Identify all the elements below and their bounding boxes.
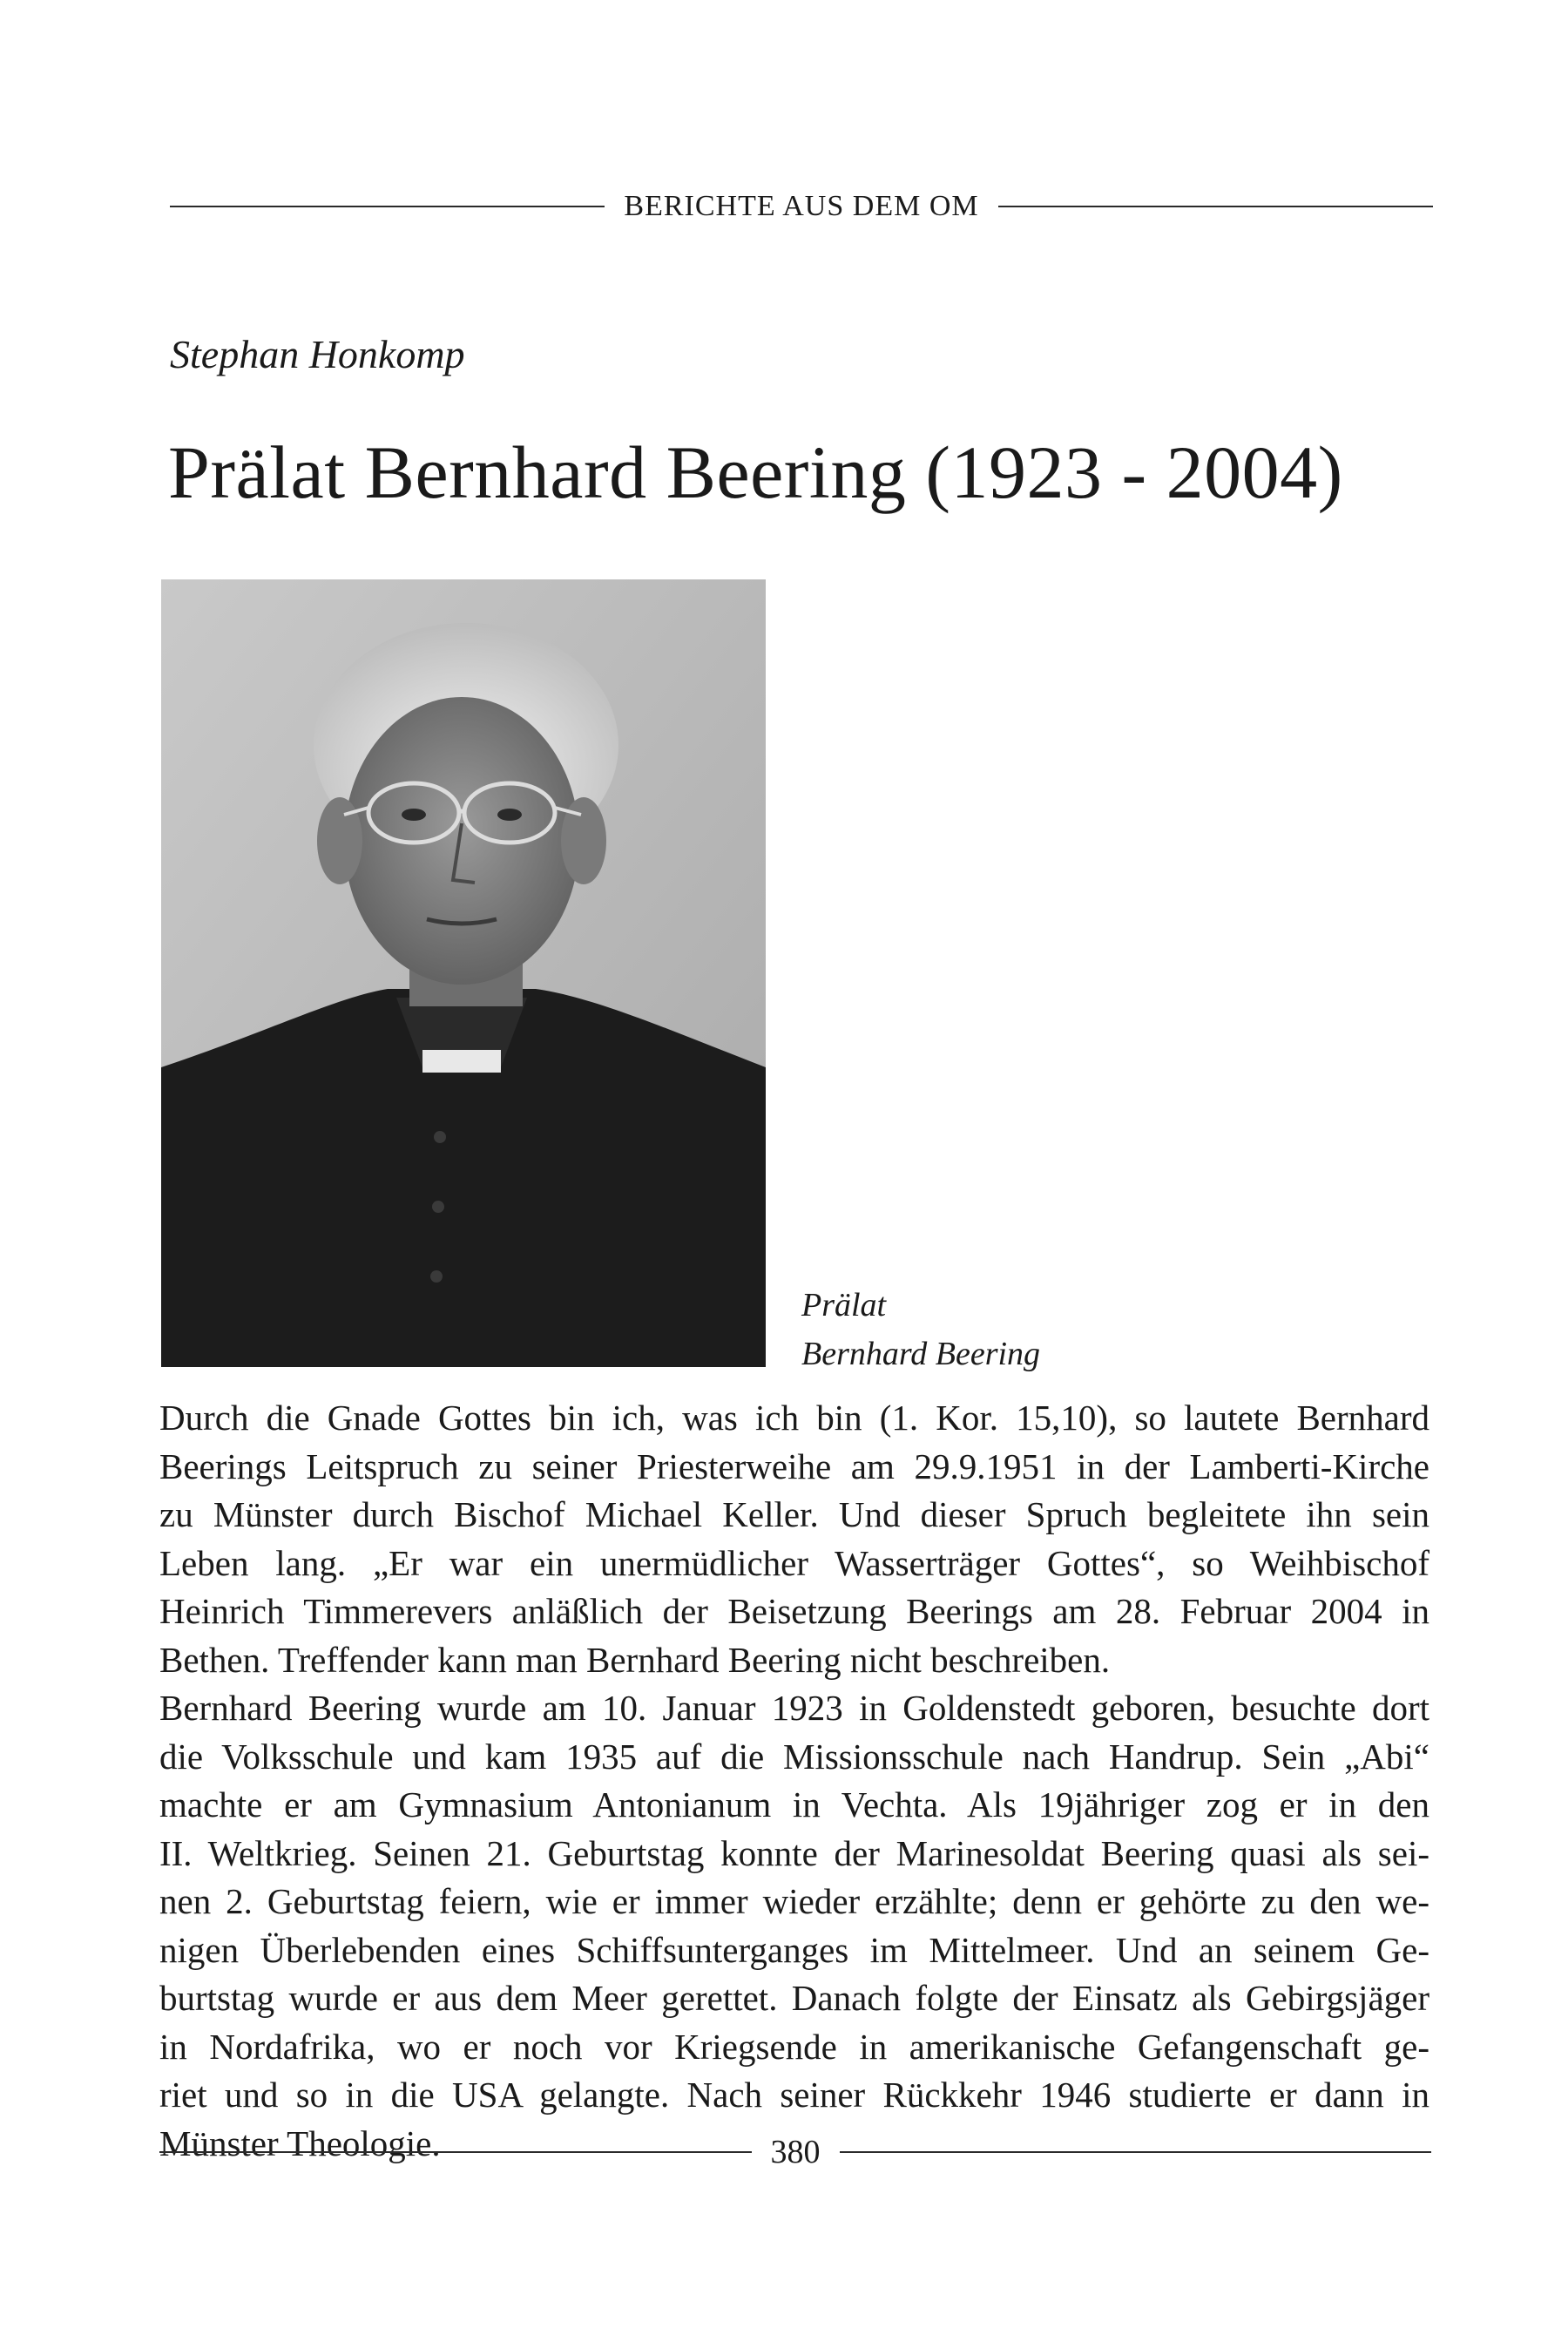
body-line: Münster Theologie.	[159, 2122, 441, 2163]
body-line: zu Münster durch Bischof Michael Keller. Und dieser Spruch begleitete ihn sein	[159, 1494, 1429, 1534]
body-line: die Volksschule und kam 1935 auf die Missionsschule nach Handrup. Sein „Abi“	[159, 1736, 1429, 1777]
running-header-title: BERICHTE AUS DEM OM	[624, 190, 979, 222]
article-title: Prälat Bernhard Beering (1923 - 2004)	[168, 430, 1343, 514]
body-line: nigen Überlebenden eines Schiffsunterganges im Mittelmeer. Und an seinem Ge-	[159, 1929, 1429, 1970]
caption-line: Bernhard Beering	[801, 1336, 1041, 1372]
body-line: Bernhard Beering wurde am 10. Januar 1923 in Goldenstedt geboren, besuchte dort	[159, 1688, 1429, 1728]
caption-line: Prälat	[801, 1287, 887, 1323]
running-header	[170, 185, 1433, 228]
portrait-photo	[161, 579, 766, 1367]
article-body	[159, 1394, 1429, 2168]
body-line: Bethen. Treffender kann man Bernhard Beering nicht beschreiben.	[159, 1639, 1111, 1680]
footer-rule-right	[840, 2151, 1432, 2153]
body-line: Leben lang. „Er war ein unermüdlicher Wasserträger Gottes“, so Weihbischof	[159, 1542, 1429, 1583]
body-line: II. Weltkrieg. Seinen 21. Geburtstag konnte der Marinesoldat Beering quasi als sei-	[159, 1832, 1429, 1873]
article-author: Stephan Honkomp	[170, 332, 465, 376]
header-rule-right	[998, 206, 1433, 207]
page-footer	[159, 2130, 1431, 2174]
body-line: Beerings Leitspruch zu seiner Priesterweihe am 29.9.1951 in der Lamberti-Kirche	[159, 1445, 1429, 1486]
page-number: 380	[770, 2134, 821, 2170]
body-line: riet und so in die USA gelangte. Nach seiner Rückkehr 1946 studierte er dann in	[159, 2075, 1429, 2115]
body-line: Heinrich Timmerevers anläßlich der Beisetzung Beerings am 28. Februar 2004 in	[159, 1591, 1429, 1631]
footer-rule-left	[159, 2151, 752, 2153]
body-line: machte er am Gymnasium Antonianum in Vechta. Als 19jähriger zog er in den	[159, 1784, 1429, 1824]
body-line: burtstag wurde er aus dem Meer gerettet. Danach folgte der Einsatz als Gebirgsjäger	[159, 1978, 1429, 2018]
photo-caption	[801, 1281, 1040, 1378]
body-line: Durch die Gnade Gottes bin ich, was ich bin (1. Kor. 15,10), so lautete Bernhard	[159, 1398, 1429, 1438]
body-line: in Nordafrika, wo er noch vor Kriegsende in amerikanische Gefangenschaft ge-	[159, 2026, 1429, 2067]
header-rule-left	[170, 206, 605, 207]
body-line: nen 2. Geburtstag feiern, wie er immer wieder erzählte; denn er gehörte zu den we-	[159, 1881, 1429, 1921]
